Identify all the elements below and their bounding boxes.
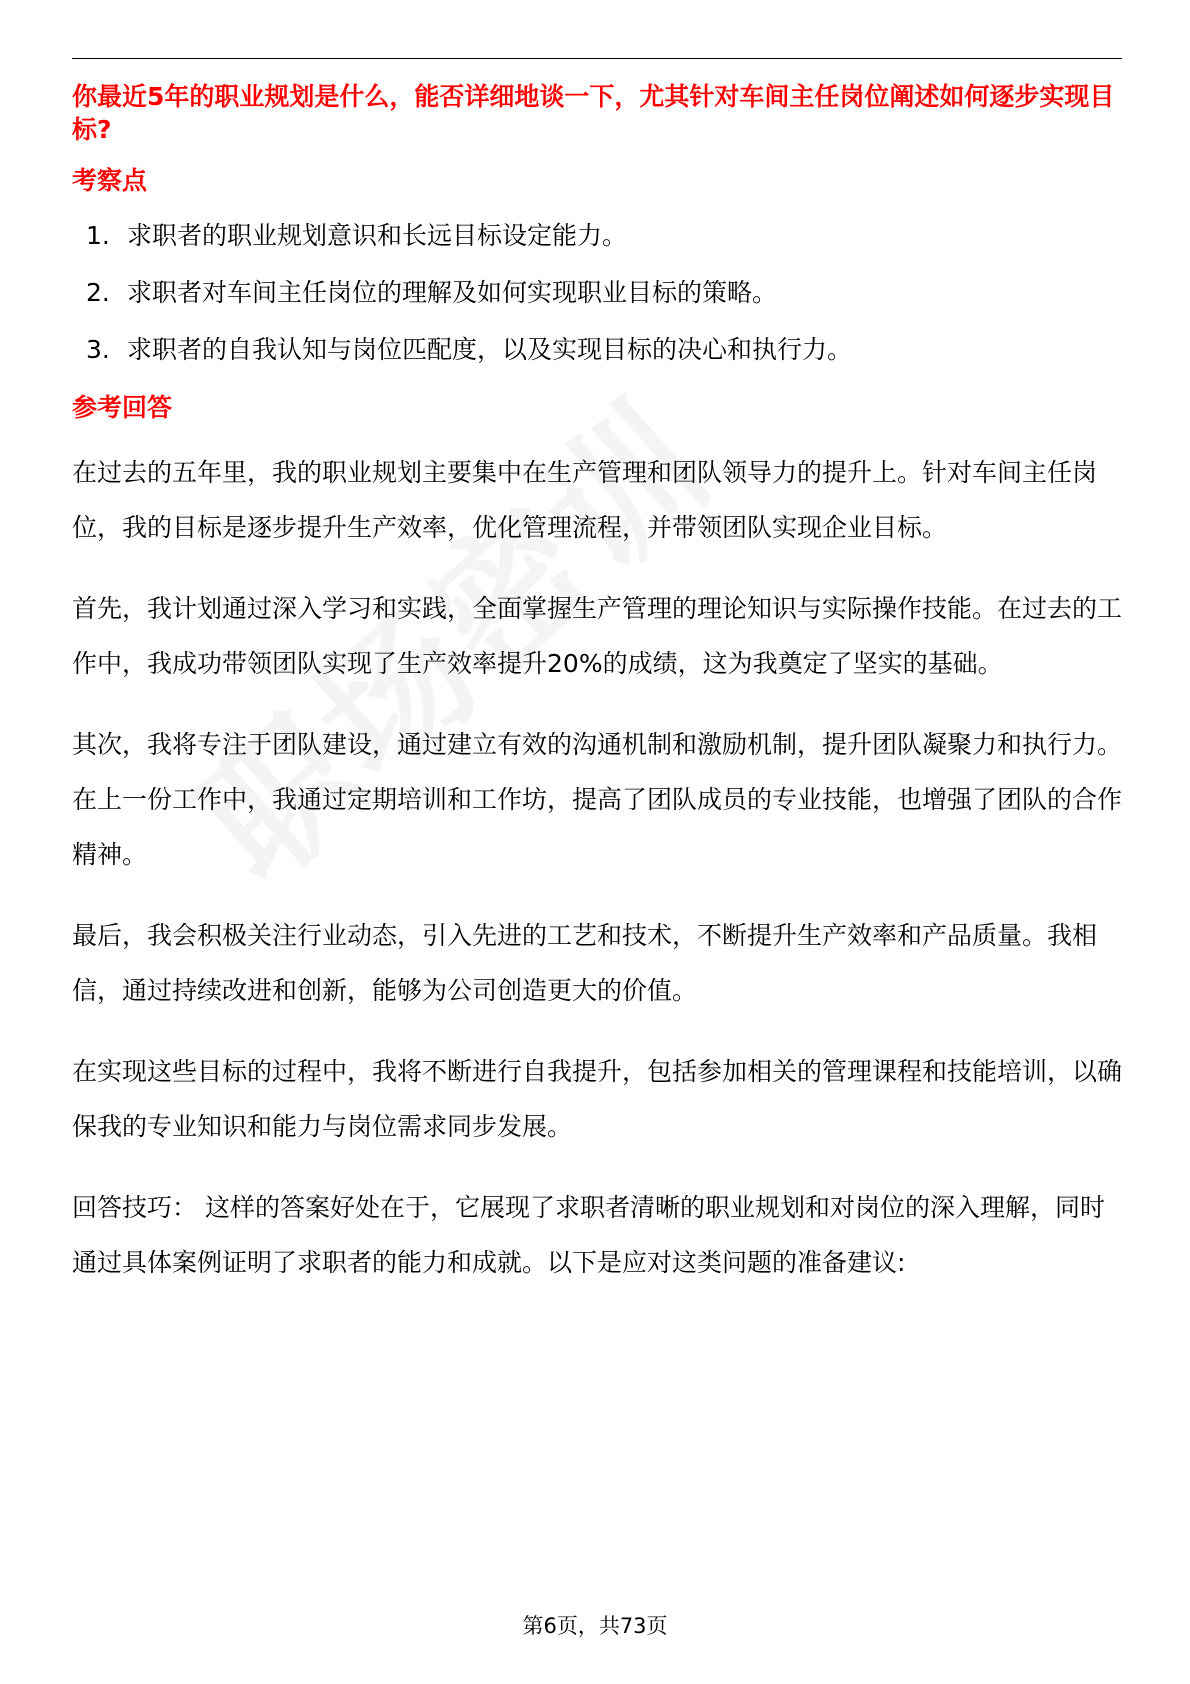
question-title: 你最近5年的职业规划是什么，能否详细地谈一下，尤其针对车间主任岗位阐述如何逐步实现目标? (72, 82, 1115, 144)
page-content (72, 80, 1122, 1290)
list-item (72, 334, 1122, 366)
section-heading-kaocha: 考察点 (72, 166, 148, 195)
answer-paragraph: 最后，我会积极关注行业动态，引入先进的工艺和技术，不断提升生产效率和产品质量。我相信，通过持续改进和创新，能够为公司创造更大的价值。 (72, 921, 1098, 1005)
list-item-number: 3. (86, 335, 110, 364)
list-item-number: 1. (86, 221, 110, 250)
list-item (72, 220, 1122, 252)
answer-paragraph: 在过去的五年里，我的职业规划主要集中在生产管理和团队领导力的提升上。针对车间主任岗位，我的目标是逐步提升生产效率，优化管理流程，并带领团队实现企业目标。 (72, 458, 1098, 542)
page-number-footer: 第6页，共73页 (522, 1614, 668, 1638)
top-divider (72, 58, 1122, 59)
answer-paragraph: 其次，我将专注于团队建设，通过建立有效的沟通机制和激励机制，提升团队凝聚力和执行力。在上一份工作中，我通过定期培训和工作坊，提高了团队成员的专业技能，也增强了团队的合作精神。 (72, 730, 1123, 869)
list-item-text: 求职者的自我认知与岗位匹配度，以及实现目标的决心和执行力。 (127, 335, 853, 364)
list-item (72, 277, 1122, 309)
answer-tips-paragraph: 回答技巧： 这样的答案好处在于，它展现了求职者清晰的职业规划和对岗位的深入理解，同时通过具体案例证明了求职者的能力和成就。以下是应对这类问题的准备建议: (72, 1193, 1105, 1277)
answer-paragraph: 在实现这些目标的过程中，我将不断进行自我提升，包括参加相关的管理课程和技能培训，以确保我的专业知识和能力与岗位需求同步发展。 (72, 1057, 1123, 1141)
answer-paragraph: 首先，我计划通过深入学习和实践，全面掌握生产管理的理论知识与实际操作技能。在过去的工作中，我成功带领团队实现了生产效率提升20%的成绩，这为我奠定了坚实的基础。 (72, 594, 1123, 678)
list-item-text: 求职者对车间主任岗位的理解及如何实现职业目标的策略。 (127, 278, 778, 307)
list-item-text: 求职者的职业规划意识和长远目标设定能力。 (127, 221, 628, 250)
evaluation-points-list (72, 220, 1122, 366)
list-item-number: 2. (86, 278, 110, 307)
section-heading-cankao: 参考回答 (72, 393, 173, 422)
